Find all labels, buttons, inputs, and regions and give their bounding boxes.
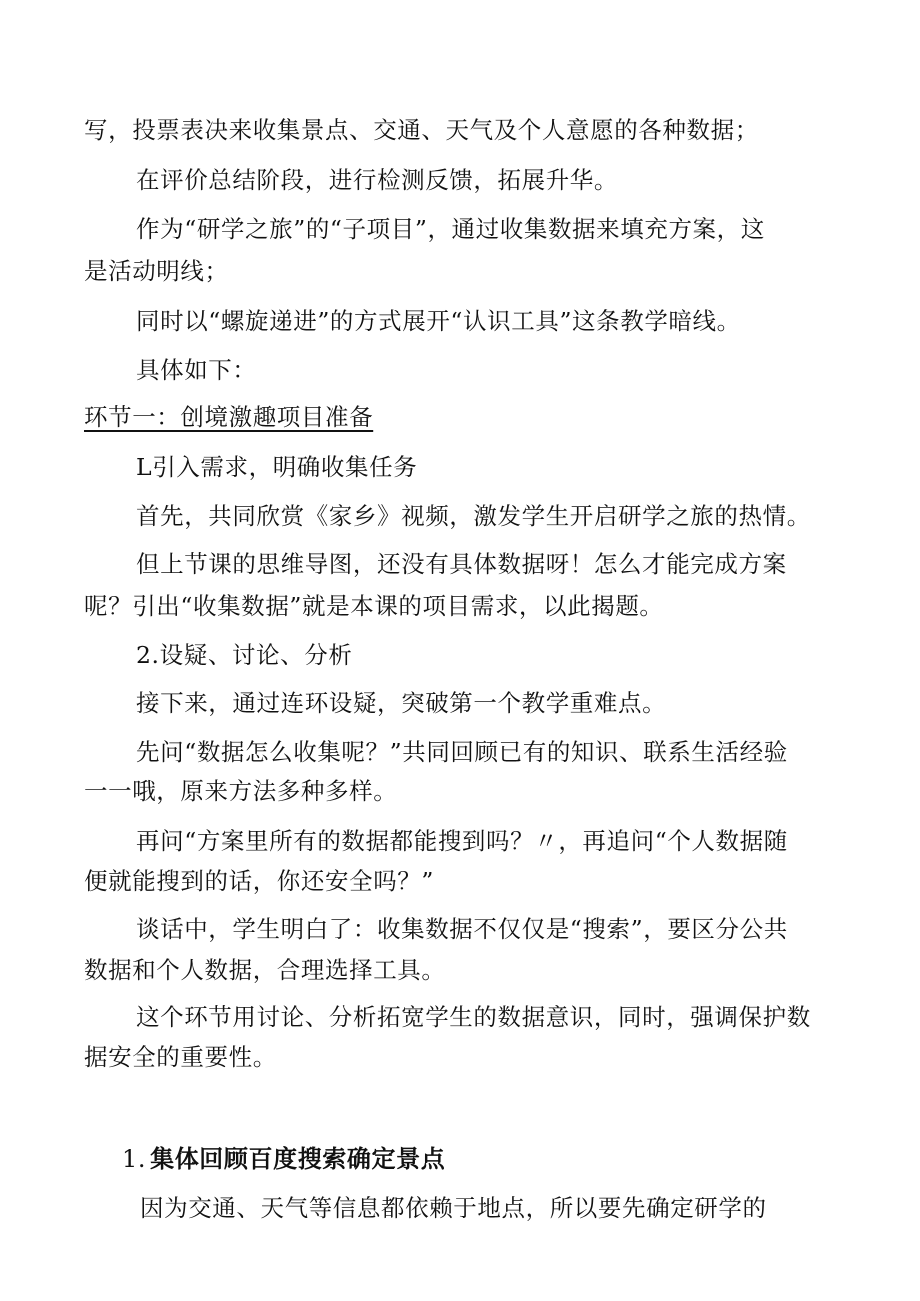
paragraph-line: 首先，共同欣赏《家乡》视频，激发学生开启研学之旅的热情。 (136, 502, 811, 530)
paragraph-line: 再问“方案里所有的数据都能搜到吗？〃，再追问“个人数据随 (136, 827, 788, 855)
paragraph-line: 具体如下： (136, 356, 257, 384)
paragraph-line: 同时以“螺旋递进”的方式展开“认识工具”这条教学暗线。 (136, 307, 741, 335)
section-title (122, 1144, 445, 1174)
paragraph-line: 这个环节用讨论、分析拓宽学生的数据意识，同时，强调保护数 (136, 1003, 811, 1031)
paragraph-line: 便就能搜到的话，你还安全吗？” (84, 867, 435, 895)
paragraph-line: 写，投票表决来收集景点、交通、天气及个人意愿的各种数据； (84, 116, 759, 144)
section-number: 1. (122, 1145, 147, 1173)
paragraph-line: 作为“研学之旅”的“子项目”，通过收集数据来填充方案，这 (136, 215, 765, 243)
paragraph-line: 呢？引出“收集数据”就是本课的项目需求，以此揭题。 (84, 592, 664, 620)
paragraph-line: 在评价总结阶段，进行检测反馈，拓展升华。 (136, 166, 618, 194)
paragraph-line: 接下来，通过连环设疑，突破第一个教学重难点。 (136, 689, 667, 717)
paragraph-line: 因为交通、天气等信息都依赖于地点，所以要先确定研学的 (140, 1194, 767, 1222)
subheading-line: L引入需求，明确收集任务 (136, 453, 418, 481)
paragraph-line: 一一哦，原来方法多种多样。 (84, 777, 398, 805)
section-title-text: 集体回顾百度搜索确定景点 (150, 1145, 446, 1173)
paragraph-line: 谈话中，学生明白了：收集数据不仅仅是“搜索”，要区分公共 (136, 915, 788, 943)
section-heading-link[interactable]: 环节一：创境激趣项目准备 (84, 403, 374, 431)
paragraph-line: 数据和个人数据，合理选择工具。 (84, 956, 446, 984)
paragraph-line: 先问“数据怎么收集呢？”共同回顾已有的知识、联系生活经验 (136, 738, 788, 766)
paragraph-line: 是活动明线； (84, 257, 229, 285)
subheading-line: 2.设疑、讨论、分析 (136, 641, 353, 669)
paragraph-line: 据安全的重要性。 (84, 1043, 277, 1071)
paragraph-line: 但上节课的思维导图，还没有具体数据呀！怎么才能完成方案 (136, 550, 787, 578)
